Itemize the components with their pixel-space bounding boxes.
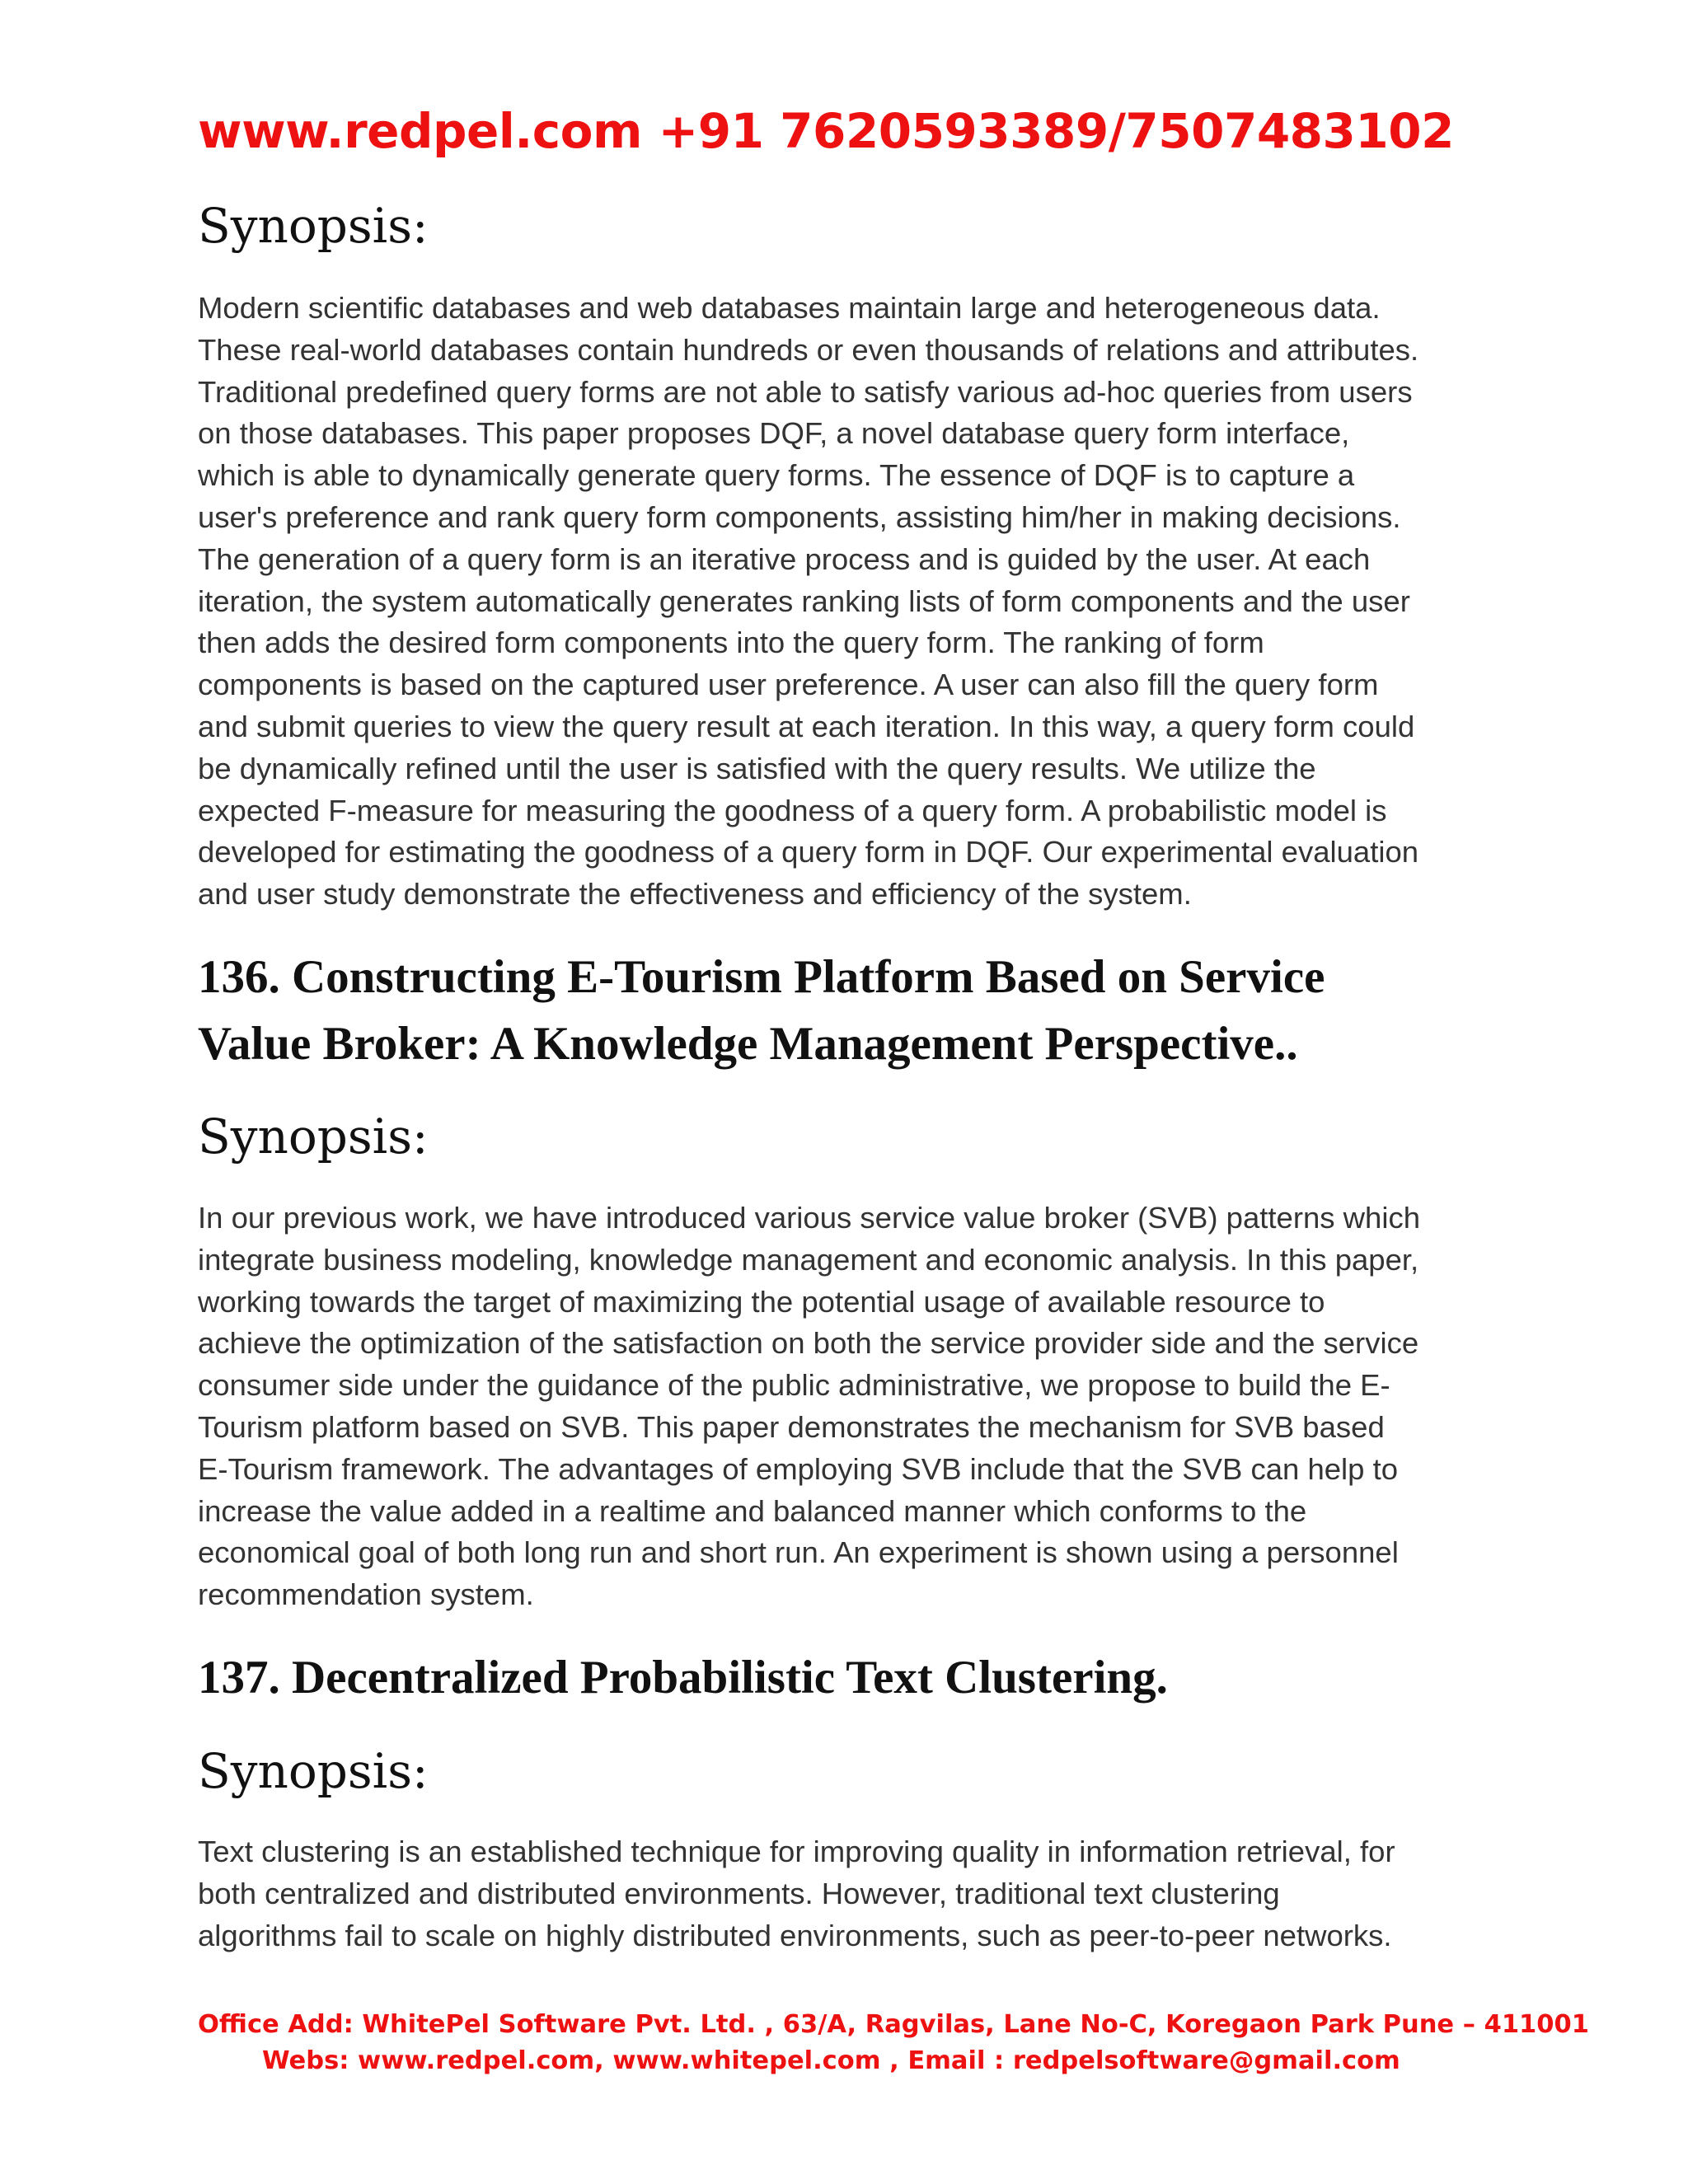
title-line: 137. Decentralized Probabilistic Text Clustering. xyxy=(198,1652,1168,1704)
paragraph-line: These real-world databases contain hundreds or even thousands of relations and attributes. xyxy=(198,332,1419,367)
synopsis-heading: Synopsis: xyxy=(198,1108,429,1165)
contact-header: www.redpel.com +91 7620593389/7507483102 xyxy=(198,103,1454,159)
paragraph-line: user's preference and rank query form components, assisting him/her in making decisions. xyxy=(198,499,1401,534)
title-line: 136. Constructing E-Tourism Platform Based on Service xyxy=(198,951,1325,1003)
paragraph-line: on those databases. This paper proposes DQF, a novel database query form interface, xyxy=(198,416,1350,451)
paragraph-line: consumer side under the guidance of the public administrative, we propose to build the E- xyxy=(198,1368,1390,1403)
paragraph-line: increase the value added in a realtime and balanced manner which conforms to the xyxy=(198,1493,1307,1528)
footer-address: Office Add: WhitePel Software Pvt. Ltd. , 63/A, Ragvilas, Lane No-C, Koregaon Park Pune – 411001 xyxy=(198,2010,1589,2039)
paragraph-line: both centralized and distributed environments. However, traditional text clustering xyxy=(198,1876,1280,1910)
paragraph-line: be dynamically refined until the user is satisfied with the query results. We utilize the xyxy=(198,751,1316,785)
paragraph-line: which is able to dynamically generate query forms. The essence of DQF is to capture a xyxy=(198,458,1355,493)
paragraph-line: E-Tourism framework. The advantages of employing SVB include that the SVB can help to xyxy=(198,1451,1399,1486)
paragraph-line: and submit queries to view the query result at each iteration. In this way, a query form could xyxy=(198,709,1415,743)
paragraph-line: Text clustering is an established technique for improving quality in information retrieval, for xyxy=(198,1835,1395,1868)
paragraph-line: Tourism platform based on SVB. This paper demonstrates the mechanism for SVB based xyxy=(198,1409,1385,1444)
title-line: Value Broker: A Knowledge Management Perspective.. xyxy=(198,1018,1298,1070)
synopsis-paragraph xyxy=(198,288,1517,916)
footer-websites: Webs: www.redpel.com, www.whitepel.com , Email : redpelsoftware@gmail.com xyxy=(262,2046,1400,2075)
paragraph-line: integrate business modeling, knowledge management and economic analysis. In this paper, xyxy=(198,1242,1419,1277)
paragraph-line: working towards the target of maximizing the potential usage of available resource to xyxy=(198,1284,1325,1319)
item-title-137 xyxy=(198,1644,1533,1711)
paragraph-line: Modern scientific databases and web databases maintain large and heterogeneous data. xyxy=(198,291,1381,325)
paragraph-line: components is based on the captured user preference. A user can also fill the query form xyxy=(198,668,1379,702)
synopsis-paragraph xyxy=(198,1197,1517,1616)
paragraph-line: and user study demonstrate the effectiveness and efficiency of the system. xyxy=(198,877,1192,912)
paragraph-line: economical goal of both long run and short run. An experiment is shown using a personnel xyxy=(198,1535,1399,1570)
item-title-136 xyxy=(198,944,1533,1077)
paragraph-line: algorithms fail to scale on highly distributed environments, such as peer-to-peer networks. xyxy=(198,1918,1392,1952)
synopsis-paragraph xyxy=(198,1831,1517,1957)
paragraph-line: achieve the optimization of the satisfaction on both the service provider side and the service xyxy=(198,1326,1419,1361)
synopsis-heading: Synopsis: xyxy=(198,198,429,254)
paragraph-line: developed for estimating the goodness of a query form in DQF. Our experimental evaluation xyxy=(198,835,1419,869)
paragraph-line: In our previous work, we have introduced various service value broker (SVB) patterns which xyxy=(198,1201,1420,1235)
paragraph-line: The generation of a query form is an iterative process and is guided by the user. At each xyxy=(198,541,1371,576)
paragraph-line: recommendation system. xyxy=(198,1577,534,1612)
synopsis-heading: Synopsis: xyxy=(198,1743,429,1799)
paragraph-line: iteration, the system automatically generates ranking lists of form components and the user xyxy=(198,583,1410,618)
paragraph-line: then adds the desired form components into the query form. The ranking of form xyxy=(198,626,1264,660)
paragraph-line: Traditional predefined query forms are not able to satisfy various ad-hoc queries from users xyxy=(198,374,1413,409)
paragraph-line: expected F-measure for measuring the goodness of a query form. A probabilistic model is xyxy=(198,793,1387,827)
